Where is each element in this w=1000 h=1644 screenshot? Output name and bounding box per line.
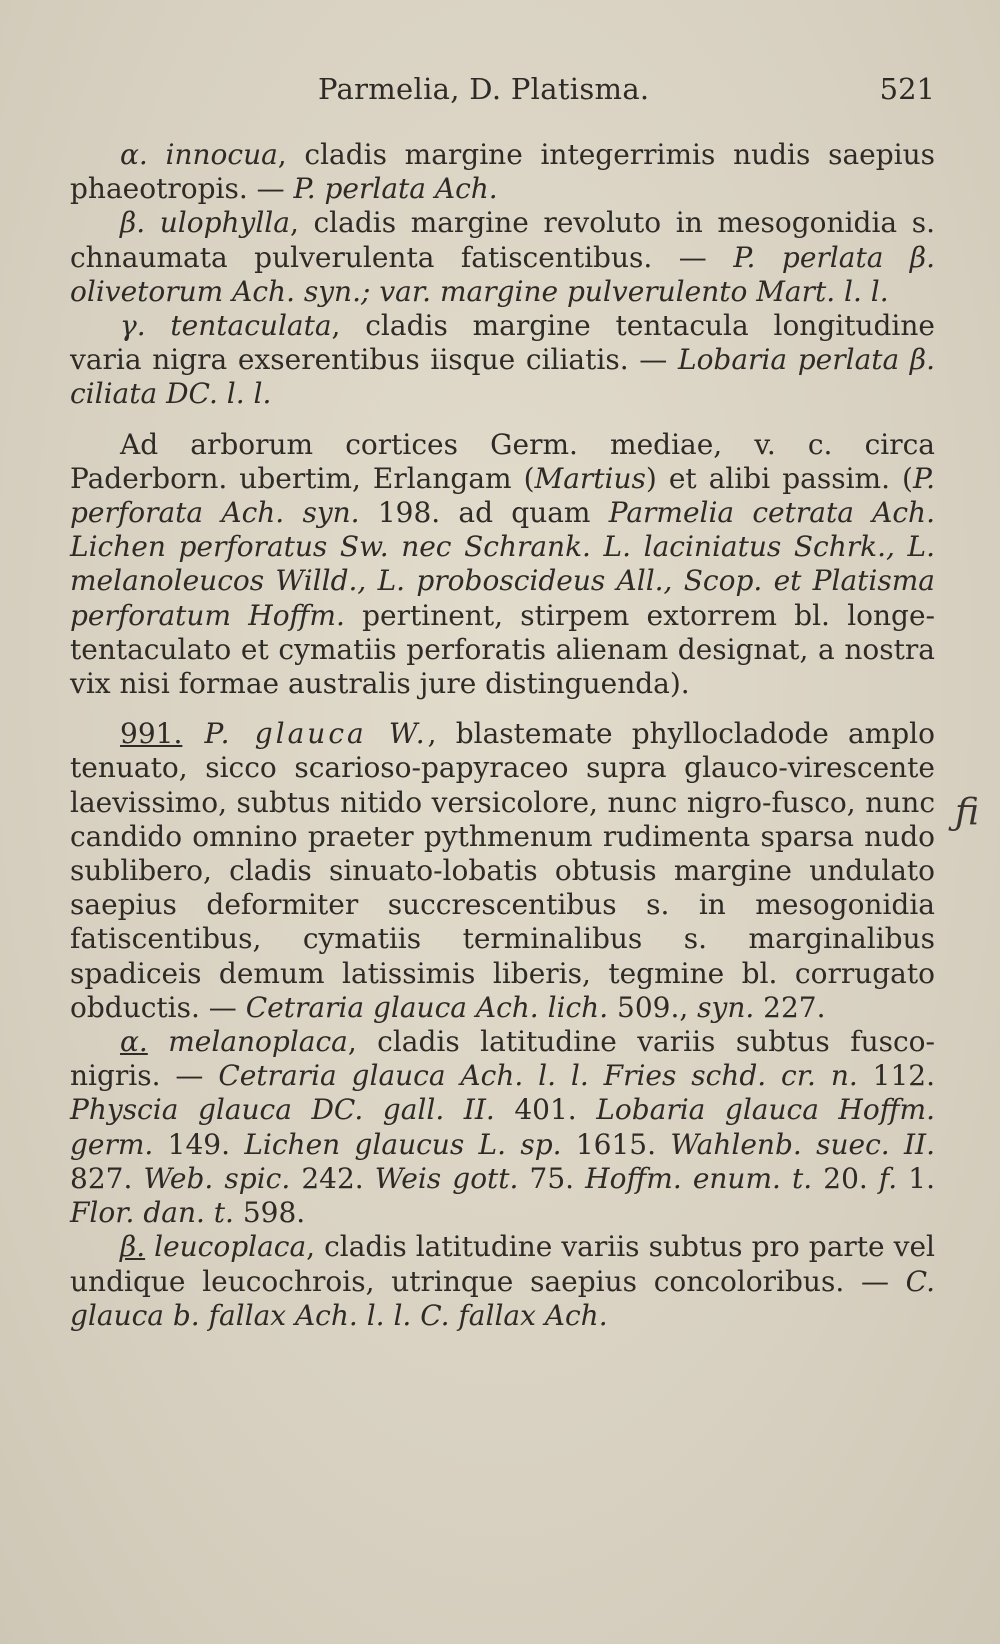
- synonym: Lobaria perlata β. ciliata DC. l. l.: [70, 343, 935, 411]
- handwritten-margin-note: ƒi: [955, 792, 980, 833]
- variety-description: , cladis latitudine variis subtus fusco-nigris. —: [70, 1025, 935, 1093]
- reference-number: 75.: [518, 1161, 586, 1195]
- reference: Flor. dan. t.: [70, 1196, 234, 1230]
- author-name: Martius: [534, 461, 646, 495]
- species-number: 991.: [120, 717, 183, 751]
- running-title: Parmelia, D. Platisma.: [318, 72, 650, 106]
- variety-name: γ. tentaculata: [120, 309, 332, 343]
- synonym-list: Parmelia cetrata Ach. Lichen perforatus Sw. nec Schrank. L. laciniatus Schrk., L. melanoleucos Willd., L. proboscideus All., Scop. et Platisma perforatum Hoffm.: [70, 496, 935, 632]
- variety-description: , cladis margine tentacula longitudine varia nigra exserentibus iisque ciliatis. —: [70, 309, 935, 377]
- reference-number: 20.: [812, 1161, 879, 1195]
- reference-number: 112.: [857, 1059, 935, 1093]
- variety-letter: α.: [120, 1025, 148, 1059]
- reference: syn.: [697, 990, 755, 1024]
- reference-number: 401.: [494, 1093, 597, 1127]
- reference: Web. spic.: [143, 1161, 291, 1195]
- habitat-text: 198. ad quam: [359, 496, 609, 530]
- species-description: , blastemate phyllocladode amplo tenuato, sicco scarioso-papyraceo supra glauco-virescente laevissimo, subtus nitido versicolore, nunc nigro-fusco, nunc candido omnino praeter pythmenum rudimenta sparsa nudo sublibero, cladis sinuato-lobatis obtusis margine undulato saepius deformiter succrescentibus s. in mesogonidia fatiscentibus, cymatiis terminalibus s. marginalibus spadiceis demum latissimis liberis, tegmine bl. corrugato obductis. —: [70, 717, 935, 1024]
- reference: Wahlenb. suec. II.: [670, 1127, 935, 1161]
- synonym: Cetraria glauca Ach. lich.: [245, 990, 609, 1024]
- variety-description: , cladis margine integerrimis nudis saepius phaeotropis. —: [70, 138, 935, 206]
- variety-name: melanoplaca: [147, 1025, 348, 1059]
- habitat-paragraph: [70, 428, 935, 702]
- synonym: C. glauca b. fallax Ach. l. l. C. fallax Ach.: [70, 1264, 935, 1332]
- synonym: Cetraria glauca Ach. l. l. Fries schd. cr. n.: [218, 1059, 858, 1093]
- synonym: P. perlata Ach.: [293, 172, 498, 206]
- reference-number: 598.: [233, 1196, 306, 1230]
- reference-number: 242.: [290, 1161, 375, 1195]
- reference-number: 509.,: [608, 990, 698, 1024]
- reference-number: 227.: [754, 990, 826, 1024]
- variety-description: , cladis latitudine variis subtus pro parte vel undique leucochrois, utrinque saepius concoloribus. —: [70, 1230, 935, 1298]
- variety-beta-ulophylla: [70, 206, 935, 309]
- synonym: P. perlata β. olivetorum Ach. syn.; var. margine pulverulento Mart. l. l.: [70, 240, 935, 308]
- species-991-glauca: [70, 717, 935, 1025]
- variety-letter: β.: [120, 1230, 146, 1264]
- page-number: 521: [879, 72, 935, 106]
- text-body: [70, 138, 935, 1333]
- reference-number: 1615.: [561, 1127, 671, 1161]
- running-header: [70, 72, 935, 112]
- habitat-text: Ad arborum cortices Germ. mediae, v. c. circa Paderborn. ubertim, Erlangam (: [70, 427, 935, 495]
- variety-name: leucoplaca: [145, 1230, 307, 1264]
- species-name: P. glauca W.: [182, 717, 428, 751]
- reference-number: 149.: [153, 1127, 245, 1161]
- reference: Hoffm. enum. t.: [585, 1161, 813, 1195]
- variety-alpha-innocua: [70, 138, 935, 206]
- variety-name: α. innocua: [120, 138, 278, 171]
- synonym: P. perforata Ach. syn.: [70, 461, 936, 530]
- habitat-text: ) et alibi passim. (: [645, 461, 913, 495]
- reference: Weis gott.: [374, 1161, 519, 1195]
- reference-number: 1.: [897, 1161, 935, 1195]
- synonym: Lobaria glauca Hoffm. germ.: [70, 1093, 935, 1161]
- variety-alpha-melanoplaca: [70, 1025, 935, 1230]
- variety-beta-leucoplaca: [70, 1230, 935, 1333]
- variety-name: β. ulophylla: [120, 206, 290, 240]
- variety-gamma-tentaculata: [70, 309, 935, 412]
- variety-description: , cladis margine revoluto in mesogonidia s. chnaumata pulverulenta fatiscentibus. —: [70, 206, 936, 274]
- habitat-text: pertinent, stirpem extorrem bl. longe-tentaculato et cymatiis perforatis alienam designat, a nostra vix nisi formae australis jure distinguenda).: [70, 598, 935, 701]
- reference: f.: [878, 1161, 898, 1195]
- reference-number: 827.: [70, 1161, 144, 1195]
- synonym: Lichen glaucus L. sp.: [244, 1127, 562, 1161]
- synonym: Physcia glauca DC. gall. II.: [70, 1093, 495, 1127]
